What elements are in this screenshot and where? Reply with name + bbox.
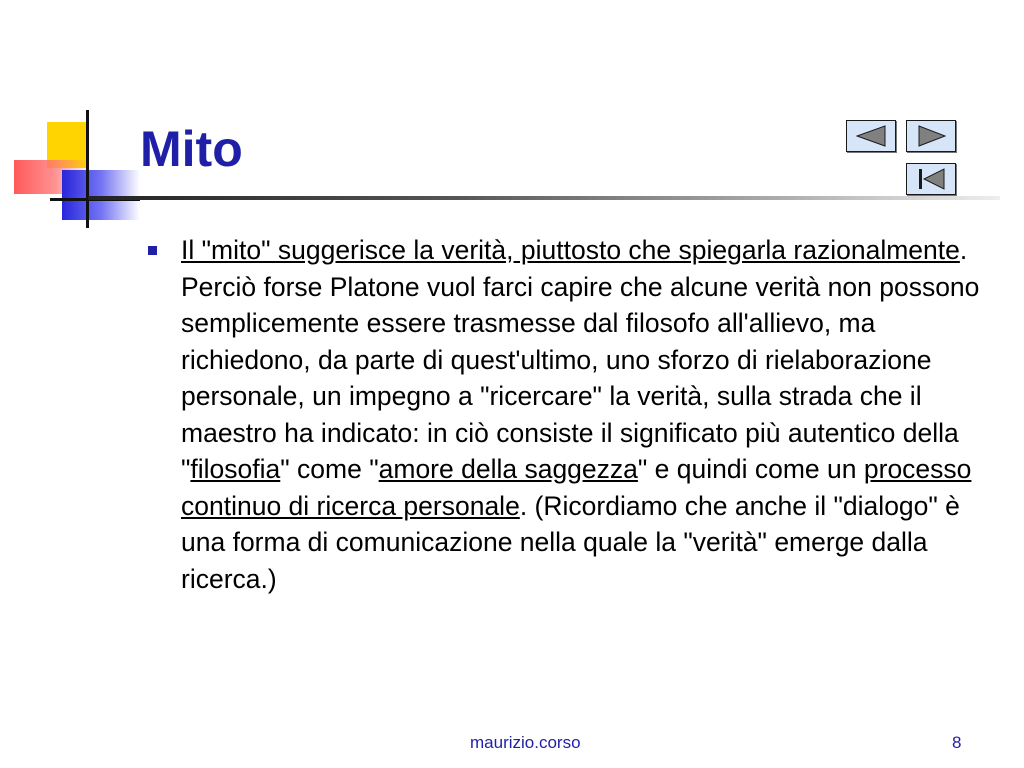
logo-blue-square (62, 170, 140, 220)
triangle-right-icon (913, 124, 949, 148)
slide-number: 8 (952, 733, 962, 752)
triangle-left-icon (853, 124, 889, 148)
hyperlink-mito[interactable]: Il "mito" suggerisce la verità, piuttosto che spiegarla razionalmente (181, 235, 960, 265)
hyperlink-filosofia[interactable]: filosofia (190, 454, 281, 484)
decorative-logo (0, 0, 140, 240)
hyperlink-processo-continuo[interactable]: processo continuo di ricerca personale (181, 454, 972, 521)
slide-title: Mito (140, 121, 243, 177)
first-slide-button[interactable] (906, 163, 956, 195)
paragraph-text: " e quindi come un (637, 454, 864, 484)
title-underline (88, 196, 1000, 200)
hyperlink-amore-della-saggezza[interactable]: amore della saggezza (378, 454, 638, 484)
slide-body (148, 232, 998, 597)
footer-author: maurizio.corso (470, 733, 581, 752)
bullet-paragraph (148, 232, 998, 597)
logo-vertical-line (86, 110, 89, 228)
previous-slide-button[interactable] (846, 120, 896, 152)
paragraph-text: " come " (280, 454, 379, 484)
paragraph-text: . (Ricordiamo che anche il "dialogo" è una forma di comunicazione nella quale la "verità" emerge dalla ricerca.) (181, 490, 960, 594)
bullet-marker (148, 246, 157, 255)
first-slide-icon (913, 167, 949, 191)
next-slide-button[interactable] (906, 120, 956, 152)
paragraph-text: . Perciò forse Platone vuol farci capire che alcune verità non possono semplicemente essere trasmesse dal filosofo all'allievo, ma richiedono, da parte di quest'ultimo, uno sforzo di rielaborazione personale, un impegno a "ricercare" la verità, sulla strada che il maestro ha indicato: in ciò consiste il significato più autentico della " (181, 235, 980, 484)
